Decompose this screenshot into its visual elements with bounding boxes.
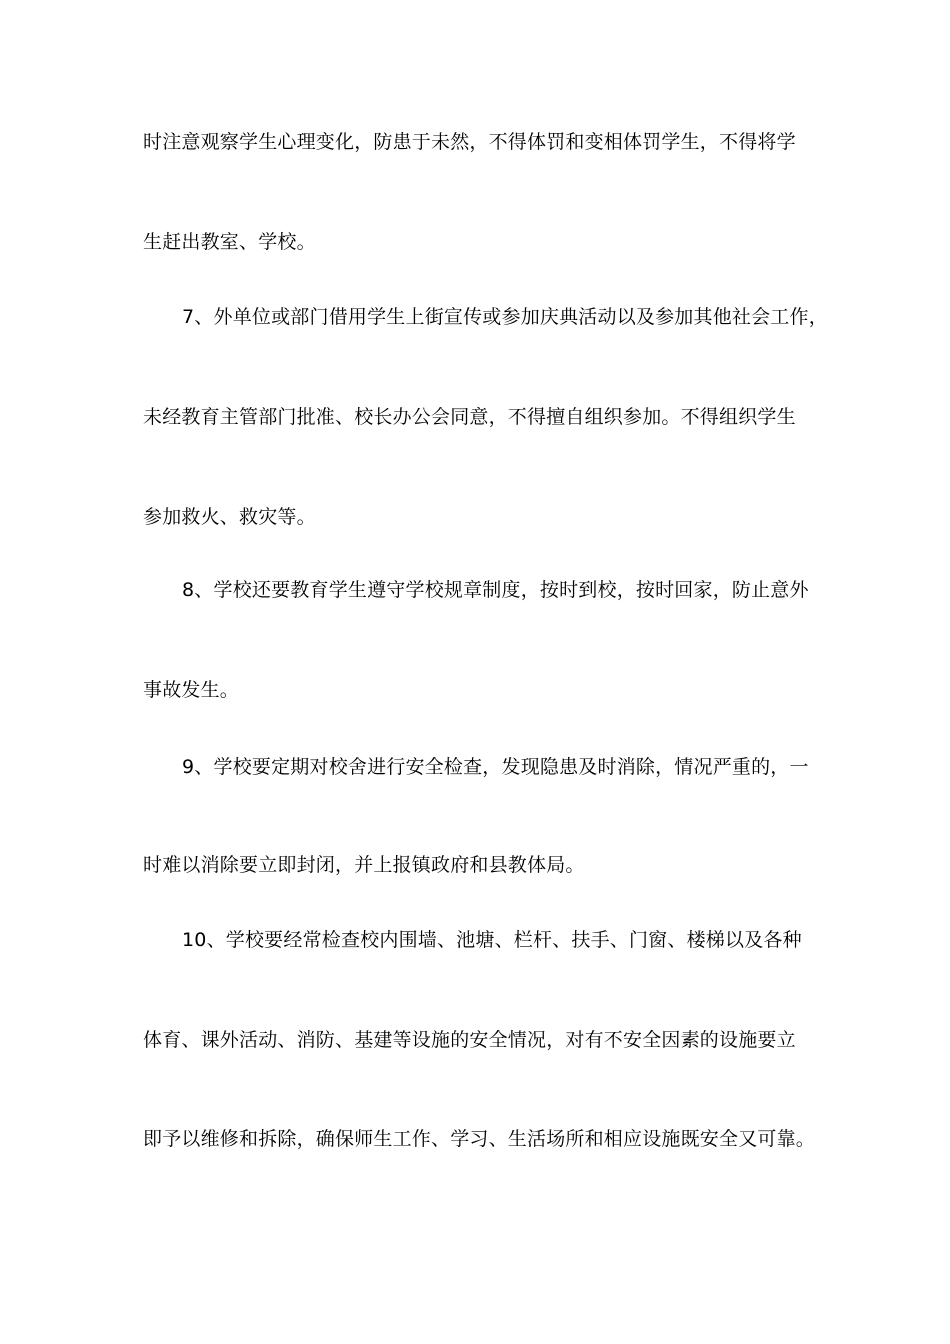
text-line: 参加救火、救灾等。	[143, 506, 316, 528]
paragraph-7-line: 7、外单位或部门借用学生上街宣传或参加庆典活动以及参加其他社会工作，	[182, 306, 828, 328]
text-line: 即予以维修和拆除，确保师生工作、学习、生活场所和相应设施既安全又可靠。	[143, 1128, 816, 1150]
paragraph-10-line: 10、学校要经常检查校内围墙、池塘、栏杆、扶手、门窗、楼梯以及各种	[182, 929, 802, 951]
text-line: 生赶出教室、学校。	[143, 231, 316, 253]
paragraph-8-line: 8、学校还要教育学生遵守学校规章制度，按时到校，按时回家，防止意外	[182, 579, 809, 601]
text-line: 体育、课外活动、消防、基建等设施的安全情况，对有不安全因素的设施要立	[143, 1029, 796, 1051]
text-line: 时难以消除要立即封闭，并上报镇政府和县教体局。	[143, 854, 585, 876]
paragraph-9-line: 9、学校要定期对校舍进行安全检查，发现隐患及时消除，情况严重的，一	[182, 756, 809, 778]
text-line: 未经教育主管部门批准、校长办公会同意，不得擅自组织参加。不得组织学生	[143, 406, 796, 428]
text-line: 时注意观察学生心理变化，防患于未然，不得体罚和变相体罚学生，不得将学	[143, 131, 796, 153]
text-line: 事故发生。	[143, 679, 240, 701]
